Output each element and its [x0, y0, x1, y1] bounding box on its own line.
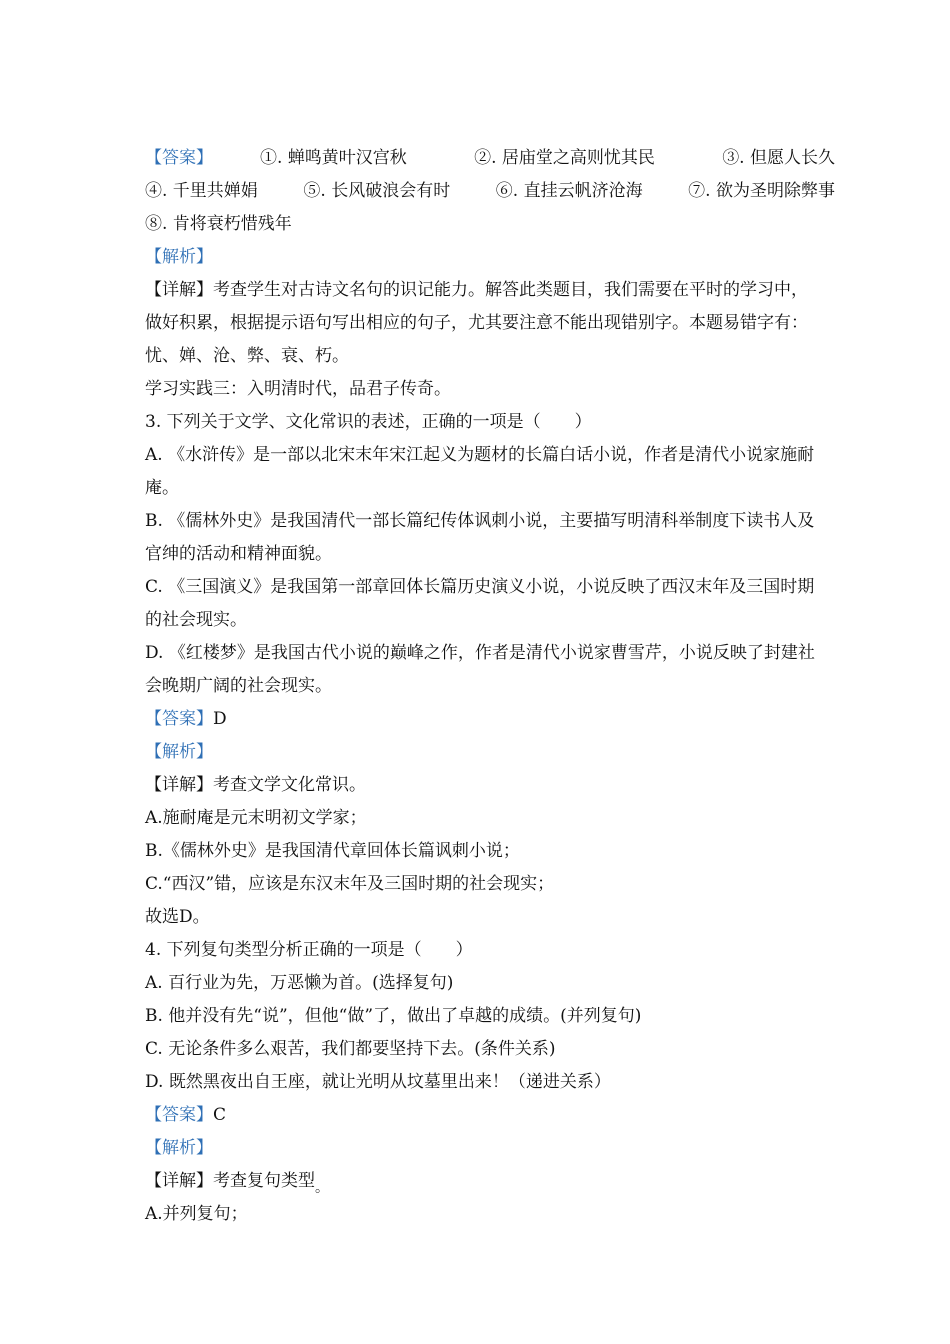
section-title-text: 学习实践三：入明清时代，品君子传奇。	[145, 379, 451, 399]
answer-value: D	[213, 709, 227, 729]
q3-option-b-line1	[145, 510, 840, 532]
question3-stem	[145, 411, 840, 433]
q3-option-d-line2	[145, 675, 840, 697]
question-stem: 3. 下列关于文学、文化常识的表述，正确的一项是（ ）	[145, 412, 592, 432]
analysis-tag: 【解析】	[145, 1138, 213, 1158]
question-stem: 4. 下列复句类型分析正确的一项是（ ）	[145, 940, 473, 960]
q4-option-b	[145, 1005, 840, 1027]
q3-option-b-line2	[145, 543, 840, 565]
analysis-tag: 【解析】	[145, 742, 213, 762]
option-text: D. 既然黑夜出自王座，就让光明从坟墓里出来！（递进关系）	[145, 1072, 611, 1092]
answer-item: ④. 千里共婵娟	[145, 181, 258, 201]
q4-answer	[145, 1104, 840, 1126]
detail-tag: 【详解】	[145, 280, 213, 300]
answer1-row1	[145, 147, 840, 169]
answer-item: ①. 蝉鸣黄叶汉宫秋	[260, 148, 407, 168]
analysis1-header	[145, 246, 840, 268]
answer-item: ⑥. 直挂云帆济沧海	[495, 181, 643, 201]
note-text: 故选D。	[145, 907, 210, 927]
option-text: A. 《水浒传》是一部以北宋末年宋江起义为题材的长篇白话小说，作者是清代小说家施耐	[145, 445, 815, 465]
analysis1-line2	[145, 312, 840, 334]
option-text: 会晚期广阔的社会现实。	[145, 676, 332, 696]
q3-option-c-line2	[145, 609, 840, 631]
answer1-row3	[145, 213, 840, 235]
analysis-text: 做好积累，根据提示语句写出相应的句子，尤其要注意不能出现错别字。本题易错字有：	[145, 313, 808, 333]
answer-tag: 【答案】	[145, 148, 213, 168]
q4-analysis-header	[145, 1137, 840, 1159]
q4-detail	[145, 1170, 840, 1196]
q4-note	[145, 1203, 840, 1225]
q3-option-a-line1	[145, 444, 840, 466]
detail-text: 考查复句类型	[213, 1171, 315, 1191]
question4-stem	[145, 939, 840, 961]
note-text: B.《儒林外史》是我国清代章回体长篇讽刺小说；	[145, 841, 520, 861]
answer-item: ⑧. 肯将衰朽惜残年	[145, 214, 292, 234]
q3-option-d-line1	[145, 642, 840, 664]
q3-note	[145, 873, 840, 895]
option-text: C. 《三国演义》是我国第一部章回体长篇历史演义小说，小说反映了西汉末年及三国时期	[145, 577, 815, 597]
note-text: A.施耐庵是元末明初文学家；	[145, 808, 367, 828]
option-text: D. 《红楼梦》是我国古代小说的巅峰之作，作者是清代小说家曹雪芹，小说反映了封建社	[145, 643, 815, 663]
option-text: 官绅的活动和精神面貌。	[145, 544, 332, 564]
answer-item: ③. 但愿人长久	[722, 148, 835, 168]
q4-option-a	[145, 972, 840, 994]
option-text: A. 百行业为先，万恶懒为首。(选择复句)	[145, 973, 454, 993]
note-text: A.并列复句；	[145, 1204, 248, 1224]
q3-option-a-line2	[145, 477, 840, 499]
q3-detail	[145, 774, 840, 796]
analysis-text: 考查学生对古诗文名句的识记能力。解答此类题目，我们需要在平时的学习中，	[213, 280, 808, 300]
answer-item: ②. 居庙堂之高则忧其民	[474, 148, 655, 168]
answer-tag: 【答案】	[145, 709, 213, 729]
analysis1-line1	[145, 279, 840, 301]
detail-text: 考查文学文化常识。	[213, 775, 366, 795]
option-text: C. 无论条件多么艰苦，我们都要坚持下去。(条件关系)	[145, 1039, 556, 1059]
option-text: 庵。	[145, 478, 179, 498]
answer-value: C	[213, 1105, 227, 1125]
q3-note	[145, 807, 840, 829]
q3-analysis-header	[145, 741, 840, 763]
analysis-tag: 【解析】	[145, 247, 213, 267]
q3-note	[145, 840, 840, 862]
analysis1-line3	[145, 345, 840, 367]
q4-option-d	[145, 1071, 840, 1093]
detail-tag: 【详解】	[145, 775, 213, 795]
q3-option-c-line1	[145, 576, 840, 598]
q3-note	[145, 906, 840, 928]
q3-answer	[145, 708, 840, 730]
answer1-row2	[145, 180, 840, 202]
detail-end-mark: 。	[315, 1180, 329, 1196]
answer-tag: 【答案】	[145, 1105, 213, 1125]
answer-item: ⑤. 长风破浪会有时	[303, 181, 451, 201]
section-title	[145, 378, 840, 400]
detail-tag: 【详解】	[145, 1171, 213, 1191]
option-text: B. 《儒林外史》是我国清代一部长篇纪传体讽刺小说，主要描写明清科举制度下读书人及	[145, 511, 815, 531]
q4-option-c	[145, 1038, 840, 1060]
analysis-text: 忧、婵、沧、弊、衰、朽。	[145, 346, 349, 366]
answer-item: ⑦. 欲为圣明除弊事	[688, 181, 835, 201]
option-text: B. 他并没有先“说”，但他“做”了，做出了卓越的成绩。(并列复句)	[145, 1006, 642, 1026]
option-text: 的社会现实。	[145, 610, 247, 630]
note-text: C.“西汉”错，应该是东汉末年及三国时期的社会现实；	[145, 874, 555, 894]
